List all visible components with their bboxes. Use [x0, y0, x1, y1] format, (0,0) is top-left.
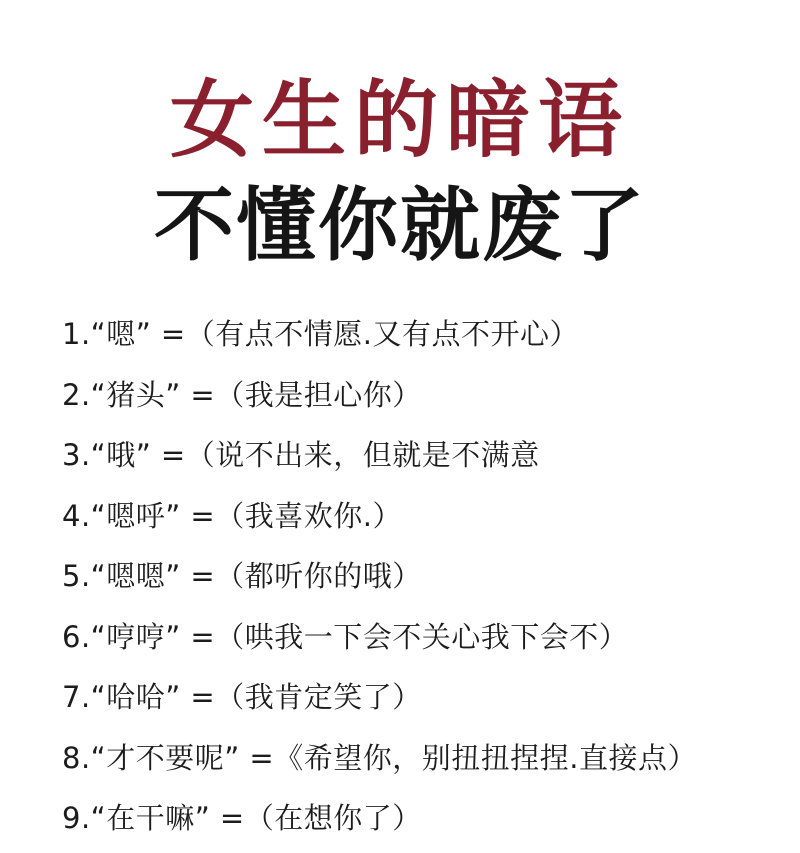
poster-title: 女生的暗语 — [169, 71, 630, 169]
list-item: 1.“嗯” =（有点不情愿.又有点不开心） — [62, 317, 579, 351]
list-item: 8.“才不要呢” =《希望你，别扭扭捏捏.直接点） — [62, 740, 697, 775]
list-item: 9.“在干嘛” =（在想你了） — [62, 801, 422, 835]
poster-subtitle: 不懂你就废了 — [154, 179, 646, 272]
list-item: 6.“哼哼” =（哄我一下会不关心我下会不） — [62, 619, 629, 654]
list-item: 4.“嗯呼” =（我喜欢你.） — [62, 498, 402, 533]
list-item: 2.“猪头” =（我是担心你） — [62, 377, 422, 412]
list-item: 3.“哦” =（说不出来，但就是不满意 — [62, 438, 540, 472]
list-item: 7.“哈哈” =（我肯定笑了） — [62, 680, 422, 714]
list-item: 5.“嗯嗯” =（都听你的哦） — [62, 559, 422, 593]
phrase-list — [62, 304, 780, 849]
